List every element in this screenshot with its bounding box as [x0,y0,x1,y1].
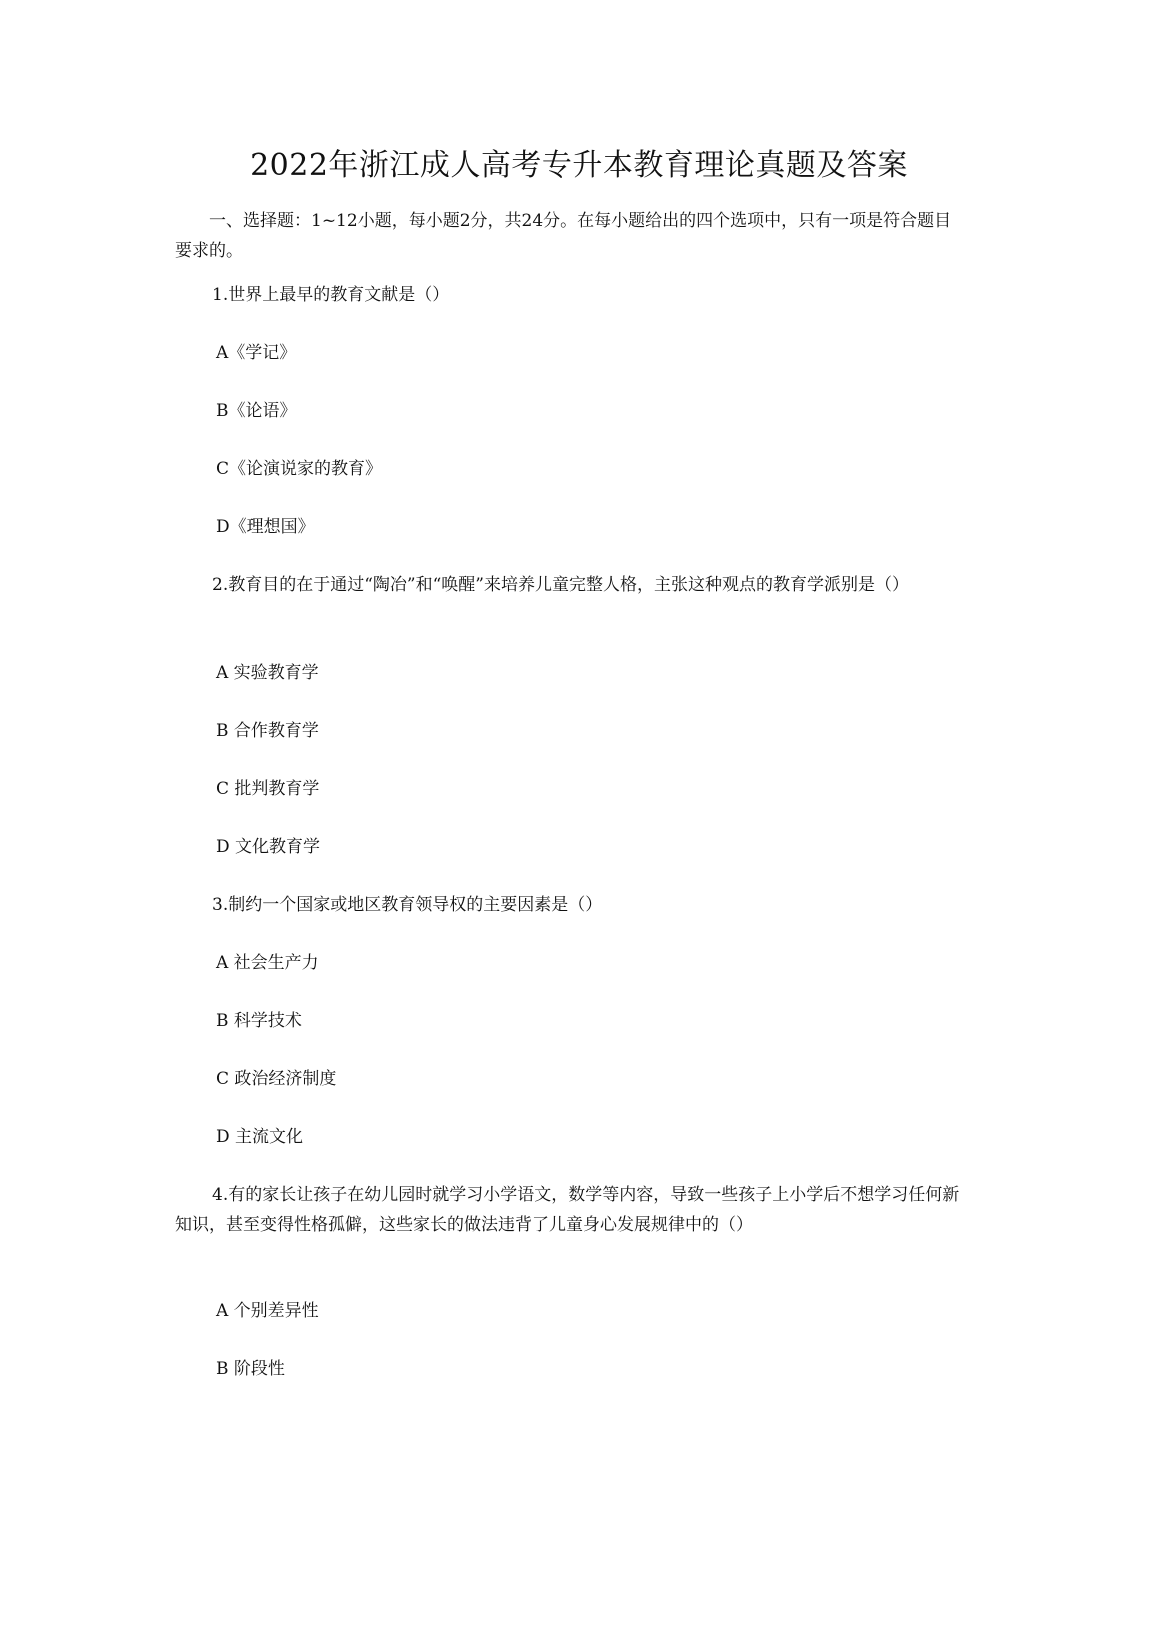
section-instructions: 一、选择题：1~12小题，每小题2分，共24分。在每小题给出的四个选项中，只有一项是符合题目要求的。 [175,211,952,261]
question-2-option-a: A 实验教育学 [216,663,319,683]
question-2-option-b: B 合作教育学 [216,721,319,741]
question-1-option-a: A《学记》 [216,343,297,363]
question-3-option-c: C 政治经济制度 [216,1069,337,1089]
question-4-option-a: A 个别差异性 [216,1301,319,1321]
question-4-stem: 4.有的家长让孩子在幼儿园时就学习小学语文，数学等内容，导致一些孩子上小学后不想学习任何新知识，甚至变得性格孤僻，这些家长的做法违背了儿童身心发展规律中的（） [175,1185,960,1235]
question-1-option-b: B《论语》 [216,401,297,421]
question-2-option-c: C 批判教育学 [216,779,320,799]
question-2-option-d: D 文化教育学 [216,837,321,857]
question-3-option-d: D 主流文化 [216,1127,304,1147]
document-title: 2022年浙江成人高考专升本教育理论真题及答案 [250,148,908,183]
question-1-stem: 1.世界上最早的教育文献是（） [212,285,450,305]
question-1-option-c: C《论演说家的教育》 [216,459,383,479]
question-4-option-b: B 阶段性 [216,1359,285,1379]
question-3-option-a: A 社会生产力 [216,953,319,973]
question-3-option-b: B 科学技术 [216,1011,302,1031]
question-2-stem: 2.教育目的在于通过“陶冶”和“唤醒”来培养儿童完整人格，主张这种观点的教育学派别是（） [212,575,909,595]
question-3-stem: 3.制约一个国家或地区教育领导权的主要因素是（） [212,895,603,915]
question-1-option-d: D《理想国》 [216,517,315,537]
